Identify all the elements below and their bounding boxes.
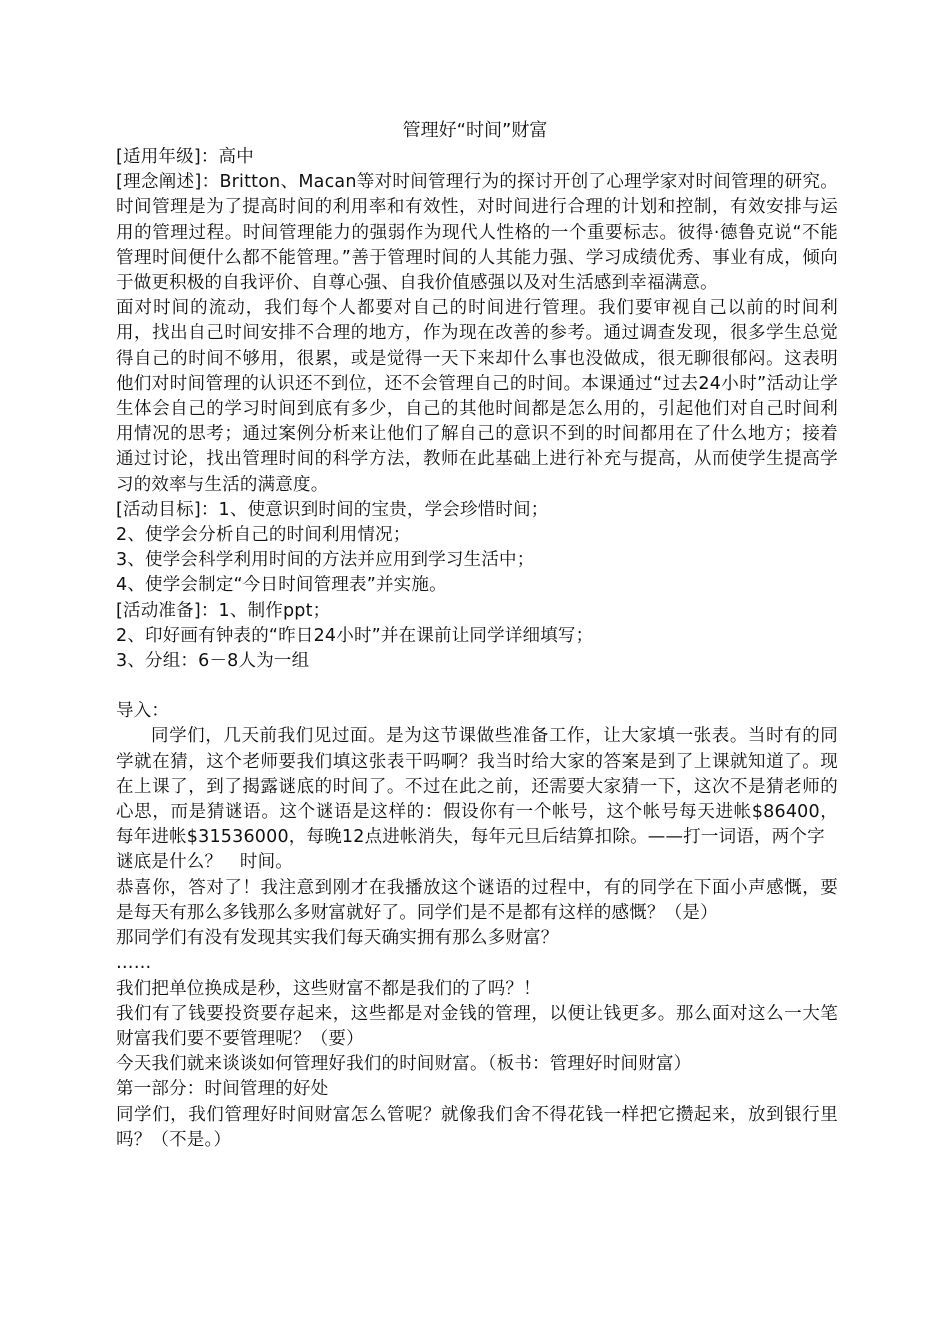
paragraph-riddle: 同学们，几天前我们见过面。是为这节课做些准备工作，让大家填一张表。当时有的同学就在猜，这个老师要我们填这张表干吗啊？我当时给大家的答案是到了上课就知道了。现在上课了，到了揭露谜底的时间了。不过在此之前，还需要大家猜一下，这次不是猜老师的心思，而是猜谜语。这个谜语是这样的：假设你有一个帐号，这个帐号每天进帐$86400，每年进帐$31536000，每晚12点进帐消失，每年元旦后结算扣除。——打一词语，两个字 — [116, 726, 838, 848]
paragraph-goal-2: 2、使学会分析自己的时间利用情况； — [116, 525, 411, 546]
document-body — [116, 145, 838, 1153]
paragraph-money: 我们有了钱要投资要存起来，这些都是对金钱的管理，以便让钱更多。那么面对这么一大笔财富我们要不要管理呢？（要） — [116, 1003, 838, 1049]
paragraph-goal-3: 3、使学会科学利用时间的方法并应用到学习生活中； — [116, 550, 535, 571]
paragraph-grade: [适用年级]：高中 — [116, 147, 254, 167]
paragraph-prep-1: [活动准备]：1、制作ppt； — [116, 600, 331, 621]
paragraph-question: 那同学们有没有发现其实我们每天确实拥有那么多财富？ — [116, 928, 559, 949]
paragraph-rationale: 面对时间的流动，我们每个人都要对自己的时间进行管理。我们要审视自己以前的时间利用，找出自己时间安排不合理的地方，作为现在改善的参考。通过调查发现，很多学生总觉得自己的时间不够用，很累，或是觉得一天下来却什么事也没做成，很无聊很郁闷。这表明他们对时间管理的认识还不到位，还不会管理自己的时间。本课通过“过去24小时”活动让学生体会自己的学习时间到底有多少，自己的其他时间都是怎么用的，引起他们对自己时间利用情况的思考；通过案例分析来让他们了解自己的意识不到的时间都用在了什么地方；接着通过讨论，找出管理时间的科学方法，教师在此基础上进行补充与提高，从而使学生提高学习的效率与生活的满意度。 — [116, 298, 838, 495]
paragraph-today: 今天我们就来谈谈如何管理好我们的时间财富。（板书：管理好时间财富） — [116, 1054, 692, 1075]
paragraph-answer: 谜底是什么？ 时间。 — [116, 852, 293, 873]
paragraph-goal-4: 4、使学会制定“今日时间管理表”并实施。 — [116, 575, 447, 596]
section-heading-part1: 第一部分：时间管理的好处 — [116, 1079, 329, 1100]
paragraph-seconds: 我们把单位换成是秒，这些财富不都是我们的了吗？！ — [116, 978, 541, 999]
paragraph-bank: 同学们，我们管理好时间财富怎么管呢？就像我们舍不得花钱一样把它攒起来，放到银行里吗？（不是。） — [116, 1104, 838, 1150]
paragraph-ellipsis: …… — [116, 953, 152, 974]
paragraph-prep-3: 3、分组：6－8人为一组 — [116, 651, 310, 672]
paragraph-philosophy: [理念阐述]：Britton、Macan等对时间管理行为的探讨开创了心理学家对时间管理的研究。时间管理是为了提高时间的利用率和有效性，对时间进行合理的计划和控制，有效安排与运用的管理过程。时间管理能力的强弱作为现代人性格的一个重要标志。彼得·德鲁克说“不能管理时间便什么都不能管理。”善于管理时间的人其能力强、学习成绩优秀、事业有成，倾向于做更积极的自我评价、自尊心强、自我价值感强以及对生活感到幸福满意。 — [116, 172, 838, 294]
blank-line — [116, 674, 838, 699]
paragraph-prep-2: 2、印好画有钟表的“昨日24小时”并在课前让同学详细填写； — [116, 625, 594, 646]
page-title: 管理好“时间”财富 — [402, 120, 548, 141]
paragraph-congrats: 恭喜你，答对了！我注意到刚才在我播放这个谜语的过程中，有的同学在下面小声感慨，要是每天有那么多钱那么多财富就好了。同学们是不是都有这样的感慨？（是） — [116, 877, 838, 923]
section-heading-intro: 导入： — [116, 701, 170, 722]
paragraph-goal-1: [活动目标]：1、使意识到时间的宝贵，学会珍惜时间； — [116, 499, 549, 520]
